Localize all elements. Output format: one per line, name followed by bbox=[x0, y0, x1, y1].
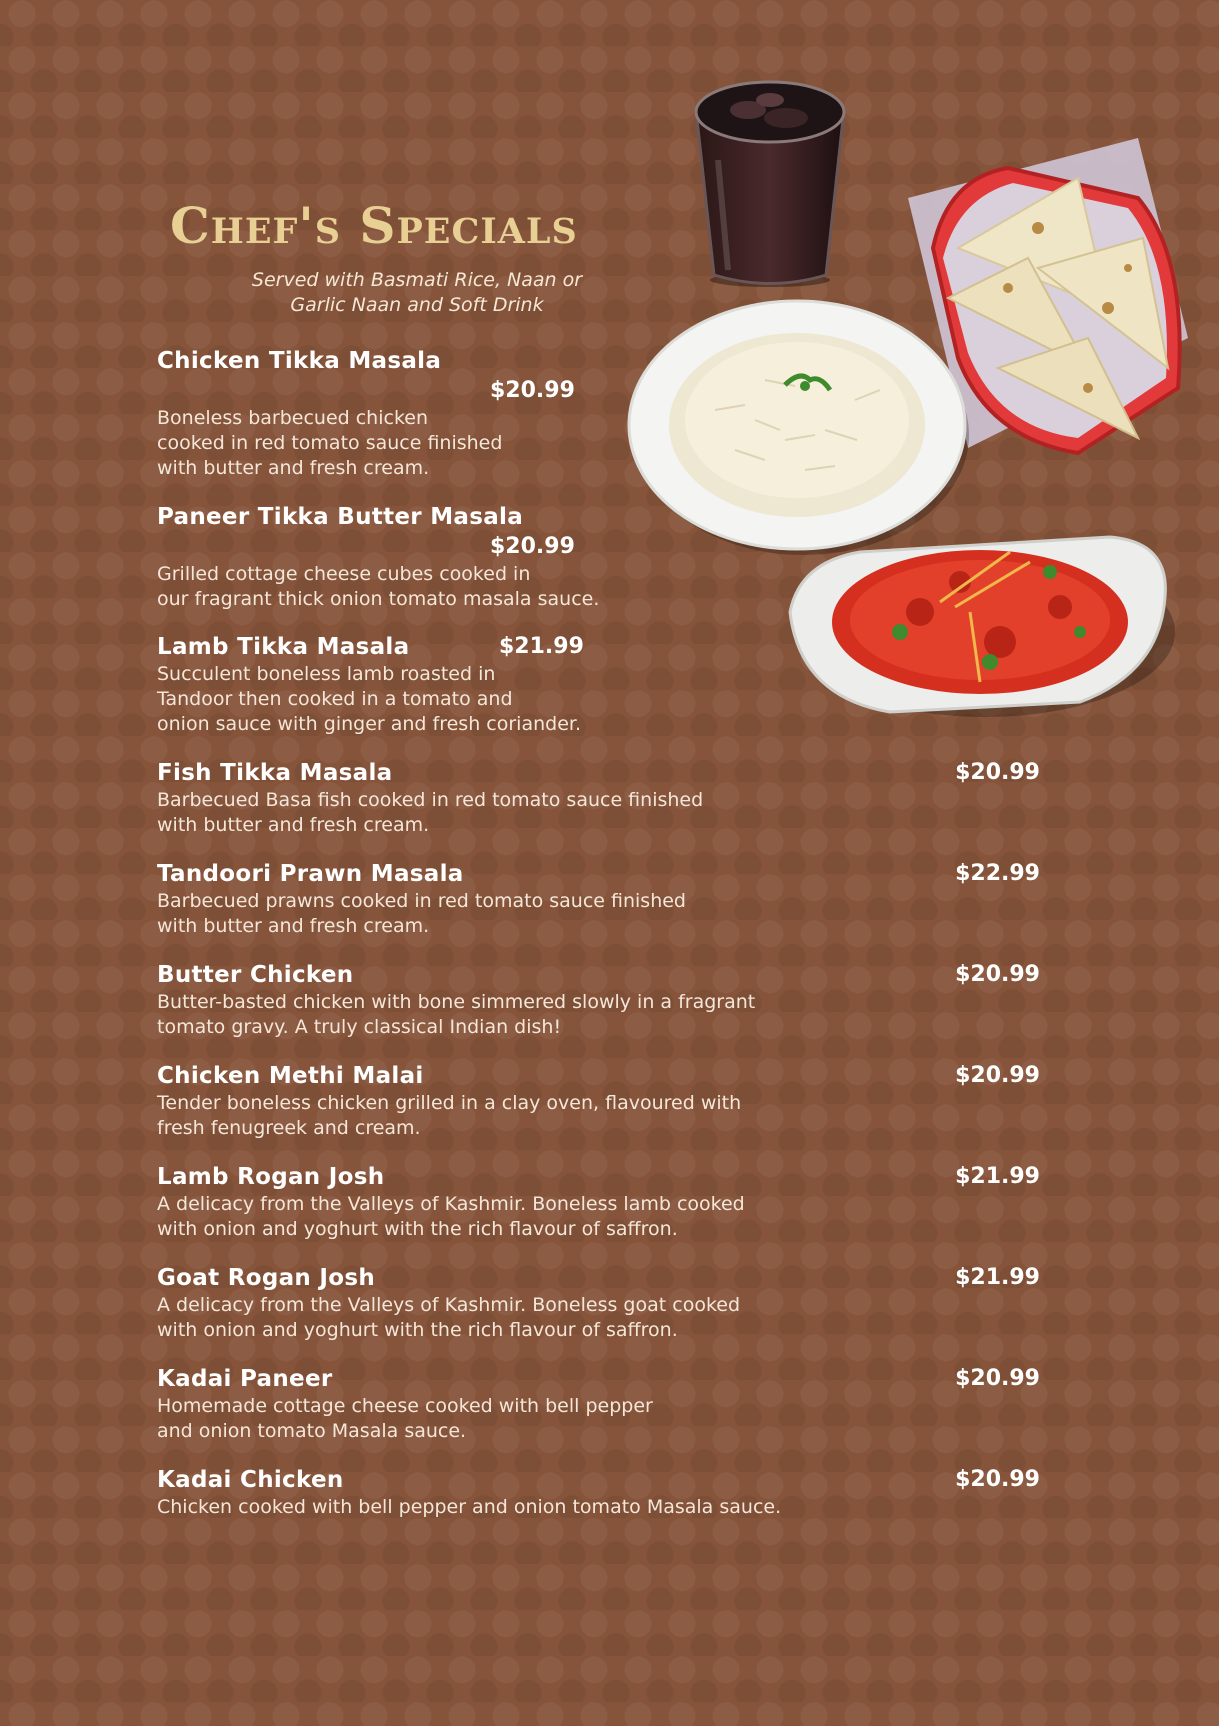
item-description: Tender boneless chicken grilled in a clay oven, flavoured with fresh fenugreek and cream. bbox=[157, 1092, 742, 1139]
item-name: Paneer Tikka Butter Masala bbox=[157, 504, 524, 530]
basmati-rice-plate-image bbox=[625, 290, 971, 560]
item-description: A delicacy from the Valleys of Kashmir. Boneless goat cooked with onion and yoghurt with the rich flavour of saffron. bbox=[157, 1294, 741, 1341]
item-price: $20.99 bbox=[955, 962, 1040, 987]
item-name: Lamb Rogan Josh bbox=[157, 1164, 385, 1190]
item-name: Kadai Paneer bbox=[157, 1366, 333, 1392]
item-description: Succulent boneless lamb roasted in Tandoor then cooked in a tomato and onion sauce with ginger and fresh coriander. bbox=[157, 663, 581, 735]
item-description: Butter-basted chicken with bone simmered slowly in a fragrant tomato gravy. A truly classical Indian dish! bbox=[157, 991, 756, 1038]
page-subtitle bbox=[200, 268, 634, 318]
masala-curry-dish-image bbox=[780, 522, 1178, 722]
item-name: Tandoori Prawn Masala bbox=[157, 861, 464, 887]
item-price: $20.99 bbox=[490, 534, 575, 559]
item-price: $20.99 bbox=[955, 1366, 1040, 1391]
soft-drink-glass-image bbox=[688, 70, 852, 288]
item-description: Chicken cooked with bell pepper and onion tomato Masala sauce. bbox=[157, 1496, 782, 1518]
item-description: Grilled cottage cheese cubes cooked in our fragrant thick onion tomato masala sauce. bbox=[157, 563, 600, 610]
item-description: Barbecued Basa fish cooked in red tomato sauce finished with butter and fresh cream. bbox=[157, 789, 704, 836]
item-price: $20.99 bbox=[955, 760, 1040, 785]
item-description: A delicacy from the Valleys of Kashmir. Boneless lamb cooked with onion and yoghurt with the rich flavour of saffron. bbox=[157, 1193, 745, 1240]
item-price: $20.99 bbox=[955, 1467, 1040, 1492]
item-name: Goat Rogan Josh bbox=[157, 1265, 376, 1291]
item-name: Butter Chicken bbox=[157, 962, 354, 988]
item-description: Boneless barbecued chicken cooked in red tomato sauce finished with butter and fresh cream. bbox=[157, 407, 503, 479]
item-price: $20.99 bbox=[490, 378, 575, 403]
item-price: $22.99 bbox=[955, 861, 1040, 886]
page-title: Chef's Specials bbox=[170, 196, 578, 255]
item-price: $20.99 bbox=[955, 1063, 1040, 1088]
item-name: Fish Tikka Masala bbox=[157, 760, 393, 786]
item-price: $21.99 bbox=[955, 1164, 1040, 1189]
item-price: $21.99 bbox=[955, 1265, 1040, 1290]
item-description: Homemade cottage cheese cooked with bell pepper and onion tomato Masala sauce. bbox=[157, 1395, 653, 1442]
item-description: Barbecued prawns cooked in red tomato sauce finished with butter and fresh cream. bbox=[157, 890, 686, 937]
item-name: Chicken Methi Malai bbox=[157, 1063, 424, 1089]
subtitle-text: Served with Basmati Rice, Naan or Garlic Naan and Soft Drink bbox=[251, 269, 583, 316]
item-price: $21.99 bbox=[499, 634, 584, 659]
item-name: Chicken Tikka Masala bbox=[157, 348, 442, 374]
item-name: Kadai Chicken bbox=[157, 1467, 344, 1493]
item-name: Lamb Tikka Masala bbox=[157, 634, 410, 660]
